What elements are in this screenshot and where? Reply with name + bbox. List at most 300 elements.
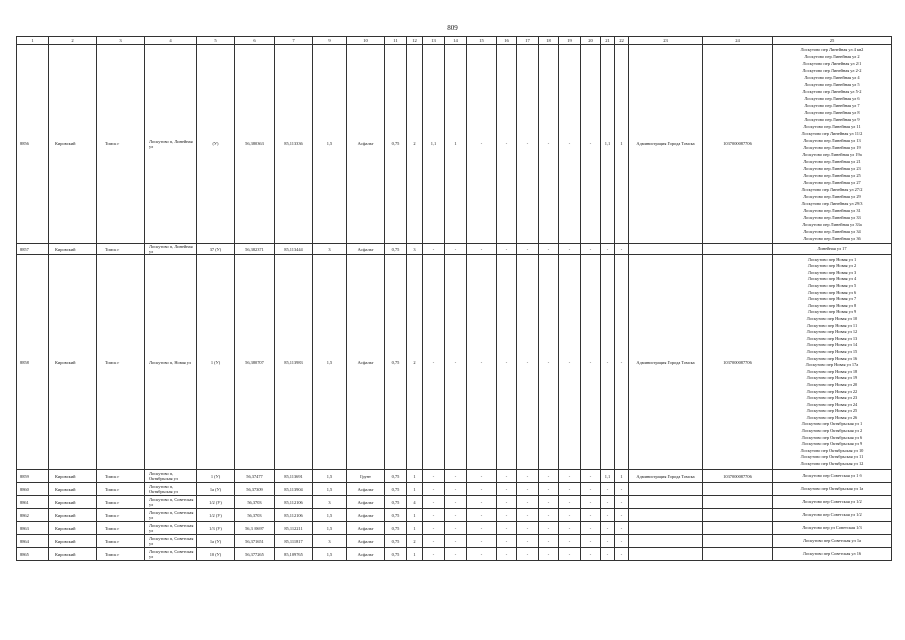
table-cell: 3 (313, 244, 347, 255)
table-cell: - (467, 509, 497, 522)
address-item: Лоскутово пер ул Советская 1/3 (802, 525, 862, 531)
address-list-cell (773, 45, 892, 244)
table-cell: - (497, 496, 517, 509)
table-cell: - (615, 496, 629, 509)
table-cell: 56,37477 (235, 470, 275, 483)
address-item: Лоскутово пер Октябрьская ул 10 (800, 447, 864, 453)
table-cell: 1 (615, 45, 629, 244)
address-item: Лоскутово пер Линейная ул 6 (804, 96, 860, 101)
table-cell: 0,75 (385, 522, 407, 535)
table-cell: - (601, 548, 615, 561)
table-cell: - (497, 255, 517, 470)
table-cell: - (445, 522, 467, 535)
table-cell: Лоскутово п, Советская ул (145, 522, 197, 535)
column-header: 18 (539, 37, 559, 45)
address-item: Лоскутово пер Новая ул 6 (807, 289, 857, 295)
table-cell: - (497, 45, 517, 244)
table-cell: 8857 (17, 244, 49, 255)
column-header: 24 (703, 37, 773, 45)
table-cell: - (581, 255, 601, 470)
table-cell: - (445, 483, 467, 496)
table-cell: - (517, 509, 539, 522)
table-cell: - (615, 535, 629, 548)
table-cell: Кировский (49, 535, 97, 548)
table-cell: 85,113983 (275, 255, 313, 470)
table-cell: 8859 (17, 470, 49, 483)
table-cell: - (559, 548, 581, 561)
table-cell: 56,3703 (235, 509, 275, 522)
table-row (17, 470, 892, 483)
table-cell: - (467, 470, 497, 483)
address-item: Лоскутово пер Линейная ул 29 (803, 194, 861, 199)
table-cell: 85,112106 (275, 496, 313, 509)
table-cell: - (539, 483, 559, 496)
table-cell: 0,75 (385, 244, 407, 255)
table-cell: 1/2 (У) (197, 509, 235, 522)
address-item: Лоскутово пер Новая ул 14 (806, 342, 858, 348)
address-item: Лоскутово пер Линейная ул 8 (804, 110, 860, 115)
table-cell: - (559, 496, 581, 509)
table-cell: Лоскутово п, Советская ул (145, 509, 197, 522)
table-cell: Томск г (97, 535, 145, 548)
table-cell: 8858 (17, 255, 49, 470)
table-cell: Асфальт (347, 535, 385, 548)
table-cell: Томск г (97, 509, 145, 522)
table-row (17, 45, 892, 244)
address-item: Лоскутово пер Новая ул 10 (806, 315, 858, 321)
table-cell (629, 548, 703, 561)
address-item: Лоскутово пер Линейная ул 5-2 (802, 89, 862, 94)
table-cell: - (539, 522, 559, 535)
address-item: Лоскутово пер Новая ул 18 (806, 368, 858, 374)
table-cell: Асфальт (347, 522, 385, 535)
address-item: Лоскутово пер Новая ул 7 (807, 296, 857, 302)
address-item: Лоскутово пер Новая ул 23 (806, 395, 858, 401)
column-header: 4 (145, 37, 197, 45)
table-cell: 10 (У) (197, 548, 235, 561)
table-cell: 56,3703 (235, 496, 275, 509)
table-row (17, 509, 892, 522)
table-cell: 85,113444 (275, 244, 313, 255)
column-header: 19 (559, 37, 581, 45)
table-cell: - (423, 548, 445, 561)
address-item: Лоскутово пер Октябрьская ул 6 (801, 434, 863, 440)
table-cell: - (615, 509, 629, 522)
address-item: Лоскутово пер Линейная ул 4 кв2 (800, 47, 864, 52)
table-cell: 0,75 (385, 255, 407, 470)
table-cell: - (497, 470, 517, 483)
table-cell: Томск г (97, 244, 145, 255)
table-row (17, 483, 892, 496)
address-item: Лоскутово пер Новая ул 13 (806, 335, 858, 341)
address-item: Лоскутово пер Новая ул 22 (806, 388, 858, 394)
table-cell: - (423, 509, 445, 522)
table-cell: - (497, 483, 517, 496)
table-cell: - (423, 483, 445, 496)
table-cell (703, 522, 773, 535)
table-cell: 85,111817 (275, 535, 313, 548)
table-cell: 1 (615, 470, 629, 483)
table-cell: - (615, 255, 629, 470)
address-item: Лоскутово пер Октябрьская ул 1 (801, 421, 863, 427)
table-cell: - (559, 483, 581, 496)
table-cell: Лоскутово п, Новая ул (145, 255, 197, 470)
table-cell: Томск г (97, 255, 145, 470)
table-cell: 85,112106 (275, 509, 313, 522)
column-header: 14 (445, 37, 467, 45)
table-cell: 1 (407, 509, 423, 522)
table-cell: - (601, 483, 615, 496)
table-cell: 56,371651 (235, 535, 275, 548)
table-cell: - (559, 255, 581, 470)
address-list-cell (773, 255, 892, 470)
table-cell: - (601, 244, 615, 255)
table-cell: Грунт (347, 470, 385, 483)
table-cell: 1,1 (601, 45, 615, 244)
address-item: Лоскутово пер Октябрьская ул 1а (800, 486, 864, 492)
table-cell: 0,75 (385, 496, 407, 509)
address-item: Лоскутово пер Новая ул 3 (807, 269, 857, 275)
table-cell: - (539, 509, 559, 522)
address-list-cell (773, 548, 892, 561)
table-cell: Асфальт (347, 244, 385, 255)
table-cell: 1,5 (313, 548, 347, 561)
table-cell: - (423, 535, 445, 548)
address-item: Лоскутово пер Новая ул 9 (807, 309, 857, 315)
table-cell: - (559, 244, 581, 255)
address-item: Лоскутово пер Новая ул 5 (807, 283, 857, 288)
table-cell: Кировский (49, 509, 97, 522)
table-cell: - (517, 483, 539, 496)
address-item: Лоскутово пер Линейная ул 34 (803, 229, 861, 234)
table-cell: 1 (407, 548, 423, 561)
address-list-cell (773, 470, 892, 483)
table-cell: 0,75 (385, 535, 407, 548)
address-item: Лоскутово пер Линейная ул 33а (802, 222, 862, 227)
address-item: Лоскутово пер Советская ул 1/2 (802, 499, 862, 505)
table-cell: 56,380707 (235, 255, 275, 470)
table-cell: - (497, 548, 517, 561)
table-cell: - (539, 255, 559, 470)
address-item: Лоскутово пер Линейная ул 29/3 (801, 201, 863, 206)
table-cell: 1,5 (313, 522, 347, 535)
table-row (17, 244, 892, 255)
table-cell: - (539, 45, 559, 244)
address-item: Лоскутово пер Линейная ул 25 (803, 173, 861, 178)
table-cell: 0,75 (385, 470, 407, 483)
address-item: Лоскутово пер Линейная ул 11 (803, 124, 861, 129)
address-item: Лоскутово пер Линейная ул 36 (803, 236, 861, 241)
table-cell: 0,75 (385, 483, 407, 496)
column-header: 10 (347, 37, 385, 45)
table-cell: - (517, 255, 539, 470)
column-header: 25 (773, 37, 892, 45)
table-cell: - (467, 535, 497, 548)
table-cell: 2 (407, 535, 423, 548)
table-cell: Лоскутово п, Линейная ул (145, 244, 197, 255)
column-header: 1 (17, 37, 49, 45)
address-item: Лоскутово пер Октябрьская ул 12 (800, 461, 864, 467)
column-header: 23 (629, 37, 703, 45)
address-item: Лоскутово пер Линейная ул 13 (803, 138, 861, 143)
address-item: Лоскутово пер Линейная ул 2 (804, 54, 860, 59)
address-item: Лоскутово пер Линейная ул 5 (804, 82, 860, 87)
table-cell: 8864 (17, 535, 49, 548)
table-cell: - (539, 548, 559, 561)
address-item: Лоскутово пер Новая ул 24 (806, 401, 858, 407)
table-cell: Асфальт (347, 496, 385, 509)
table-cell: - (445, 535, 467, 548)
table-cell: - (445, 244, 467, 255)
address-item: Лоскутово пер Новая ул 15 (806, 348, 858, 354)
table-cell: - (601, 255, 615, 470)
table-cell: Администрация Города Томска (629, 255, 703, 470)
table-cell: - (517, 45, 539, 244)
table-cell (629, 509, 703, 522)
table-cell: - (559, 535, 581, 548)
page-number: 809 (447, 24, 458, 32)
address-item: Лоскутово пер Линейная ул 19 (803, 145, 861, 150)
address-list-cell (773, 483, 892, 496)
table-cell: Лоскутово п, Линейная ул (145, 45, 197, 244)
table-cell: Асфальт (347, 483, 385, 496)
table-cell: 1 (407, 522, 423, 535)
table-row (17, 548, 892, 561)
address-item: Лоскутово пер Линейная ул 7 (804, 103, 860, 108)
table-cell: Лоскутово п, Советская ул (145, 548, 197, 561)
address-item: Лоскутово пер Новая ул 11 (806, 322, 858, 328)
table-cell: - (467, 255, 497, 470)
table-row (17, 496, 892, 509)
table-cell: - (497, 509, 517, 522)
table-cell: Кировский (49, 470, 97, 483)
table-cell: - (497, 535, 517, 548)
table-cell: 8860 (17, 483, 49, 496)
table-cell: 56,377265 (235, 548, 275, 561)
table-cell: 1037000087706 (703, 255, 773, 470)
column-header: 2 (49, 37, 97, 45)
table-cell: 1а (У) (197, 535, 235, 548)
table-cell: - (445, 496, 467, 509)
table-cell: 3 (407, 244, 423, 255)
table-cell: 1 (407, 470, 423, 483)
table-cell: - (581, 522, 601, 535)
address-item: Лоскутово пер Новая ул 16 (806, 355, 858, 361)
table-cell: - (559, 509, 581, 522)
table-cell: Томск г (97, 45, 145, 244)
address-item: Лоскутово пер Линейная ул 2/1 (802, 61, 862, 66)
address-item: Лоскутово пер Новая ул 26 (806, 414, 858, 420)
table-cell: Кировский (49, 496, 97, 509)
table-cell: 1,5 (313, 255, 347, 470)
table-cell: 1,5 (313, 470, 347, 483)
table-cell: - (581, 535, 601, 548)
table-cell: 37 (У) (197, 244, 235, 255)
table-row (17, 255, 892, 470)
table-cell: Томск г (97, 483, 145, 496)
address-item: Лоскутово пер Советская ул 1 б (802, 473, 862, 479)
table-cell: Асфальт (347, 548, 385, 561)
address-item: Лоскутово пер Октябрьская ул 11 (800, 454, 864, 460)
table-cell: 0,75 (385, 45, 407, 244)
table-cell: 1,5 (313, 509, 347, 522)
table-cell: 56,37309 (235, 483, 275, 496)
table-cell: 1037000087706 (703, 45, 773, 244)
address-item: Лоскутово пер Линейная ул 23 (803, 166, 861, 171)
table-cell: 1/3 (У) (197, 522, 235, 535)
address-item: Лоскутово пер Новая ул 4 (807, 276, 857, 282)
table-cell: - (445, 548, 467, 561)
table-cell: - (423, 522, 445, 535)
table-cell: 2 (407, 45, 423, 244)
table-cell: 1,1 (601, 470, 615, 483)
table-cell: - (517, 535, 539, 548)
table-cell: Кировский (49, 522, 97, 535)
table-cell: Администрация Города Томска (629, 470, 703, 483)
table-cell: - (445, 470, 467, 483)
address-item: Лоскутово пер Новая ул 8 (807, 302, 857, 308)
table-cell: - (517, 470, 539, 483)
table-cell: 3 (313, 535, 347, 548)
address-item: Лоскутово пер Новая ул 19 (806, 375, 858, 381)
table-cell: - (615, 244, 629, 255)
table-cell: Томск г (97, 548, 145, 561)
address-item: Лоскутово пер Новая ул 25 (806, 408, 858, 414)
table-cell: - (467, 483, 497, 496)
table-cell: 1,5 (313, 45, 347, 244)
registry-table (16, 36, 892, 561)
address-item: Лоскутово пер Линейная ул 4 (804, 75, 860, 80)
column-header: 21 (601, 37, 615, 45)
table-cell (703, 483, 773, 496)
address-item: Лоскутово пер Октябрьская ул 9 (801, 441, 863, 447)
table-cell: Асфальт (347, 255, 385, 470)
table-cell: - (615, 548, 629, 561)
table-cell: - (497, 244, 517, 255)
address-item: Лоскутово пер Линейная ул 9 (804, 117, 860, 122)
address-item: Лоскутово пер Линейная ул 19а (802, 152, 862, 157)
column-header: 9 (313, 37, 347, 45)
table-cell: Кировский (49, 244, 97, 255)
column-header: 11 (385, 37, 407, 45)
address-item: Лоскутово пер Новая ул 1 (807, 256, 857, 262)
table-cell: - (581, 45, 601, 244)
address-list-cell (773, 496, 892, 509)
table-cell: - (581, 483, 601, 496)
table-cell: - (467, 244, 497, 255)
table-cell: Томск г (97, 522, 145, 535)
address-item: Линейная ул 17 (817, 246, 847, 252)
table-cell (629, 522, 703, 535)
table-cell (629, 483, 703, 496)
table-cell: - (517, 548, 539, 561)
table-cell (629, 496, 703, 509)
address-item: Лоскутово пер Линейная ул 27/2 (801, 187, 863, 192)
table-cell (703, 509, 773, 522)
address-list-cell (773, 244, 892, 255)
table-cell: 85,109765 (275, 548, 313, 561)
table-cell: Кировский (49, 45, 97, 244)
table-cell: - (423, 255, 445, 470)
address-item: Лоскутово пер Линейная ул 11/2 (801, 131, 863, 136)
table-cell: 8863 (17, 522, 49, 535)
table-cell: - (559, 522, 581, 535)
table-cell: 8861 (17, 496, 49, 509)
address-item: Лоскутово пер Новая ул 12 (806, 329, 858, 335)
table-cell: Асфальт (347, 45, 385, 244)
address-item: Лоскутово пер Советская ул 1а (803, 538, 861, 544)
table-cell: Администрация Города Томска (629, 45, 703, 244)
table-cell: - (423, 244, 445, 255)
table-cell: - (467, 548, 497, 561)
table-cell: - (517, 244, 539, 255)
table-cell: - (601, 509, 615, 522)
table-cell: 85,113691 (275, 470, 313, 483)
table-cell: - (423, 496, 445, 509)
table-row (17, 522, 892, 535)
table-cell: - (539, 496, 559, 509)
table-cell: Кировский (49, 548, 97, 561)
table-cell: 1,5 (313, 483, 347, 496)
address-item: Лоскутово пер Новая ул 20 (806, 381, 858, 387)
table-cell: 1037000087706 (703, 470, 773, 483)
table-cell: 56,380363 (235, 45, 275, 244)
table-cell: 0,75 (385, 509, 407, 522)
table-cell (703, 548, 773, 561)
table-cell: - (539, 470, 559, 483)
table-cell: - (445, 509, 467, 522)
column-header: 13 (423, 37, 445, 45)
table-cell: Асфальт (347, 509, 385, 522)
table-cell: 1 (У) (197, 470, 235, 483)
address-item: Лоскутово пер Линейная ул 31 (803, 208, 861, 213)
table-cell: 4 (407, 496, 423, 509)
address-list-cell (773, 535, 892, 548)
address-item: Лоскутово пер Советская ул 16 (802, 551, 862, 557)
table-cell: 8856 (17, 45, 49, 244)
column-header: 16 (497, 37, 517, 45)
address-item: Лоскутово пер Линейная ул 2-2 (802, 68, 862, 73)
address-list-cell (773, 509, 892, 522)
table-cell: - (539, 535, 559, 548)
table-cell: 8865 (17, 548, 49, 561)
column-header: 20 (581, 37, 601, 45)
table-cell: 1 (445, 45, 467, 244)
table-cell: - (601, 535, 615, 548)
address-item: Лоскутово пер Советская ул 1/2 (802, 512, 862, 518)
table-cell (703, 535, 773, 548)
table-cell: 56,382371 (235, 244, 275, 255)
table-cell: Лоскутово п, Октябрьская ул (145, 483, 197, 496)
table-cell: - (467, 522, 497, 535)
column-header: 17 (517, 37, 539, 45)
address-item: Лоскутово пер Линейная ул 27 (803, 180, 861, 185)
table-cell: 1,1 (423, 45, 445, 244)
table-cell: Лоскутово п, Советская ул (145, 535, 197, 548)
table-cell: - (581, 509, 601, 522)
table-cell: Кировский (49, 255, 97, 470)
table-cell: - (615, 483, 629, 496)
column-header: 7 (275, 37, 313, 45)
table-cell: 85,113904 (275, 483, 313, 496)
table-cell: 85,113336 (275, 45, 313, 244)
column-header: 6 (235, 37, 275, 45)
table-cell: Лоскутово п, Октябрьская ул (145, 470, 197, 483)
address-item: Лоскутово пер Новая ул 2 (807, 263, 857, 269)
table-cell: - (517, 522, 539, 535)
table-cell (703, 496, 773, 509)
table-cell: 1 (У) (197, 255, 235, 470)
